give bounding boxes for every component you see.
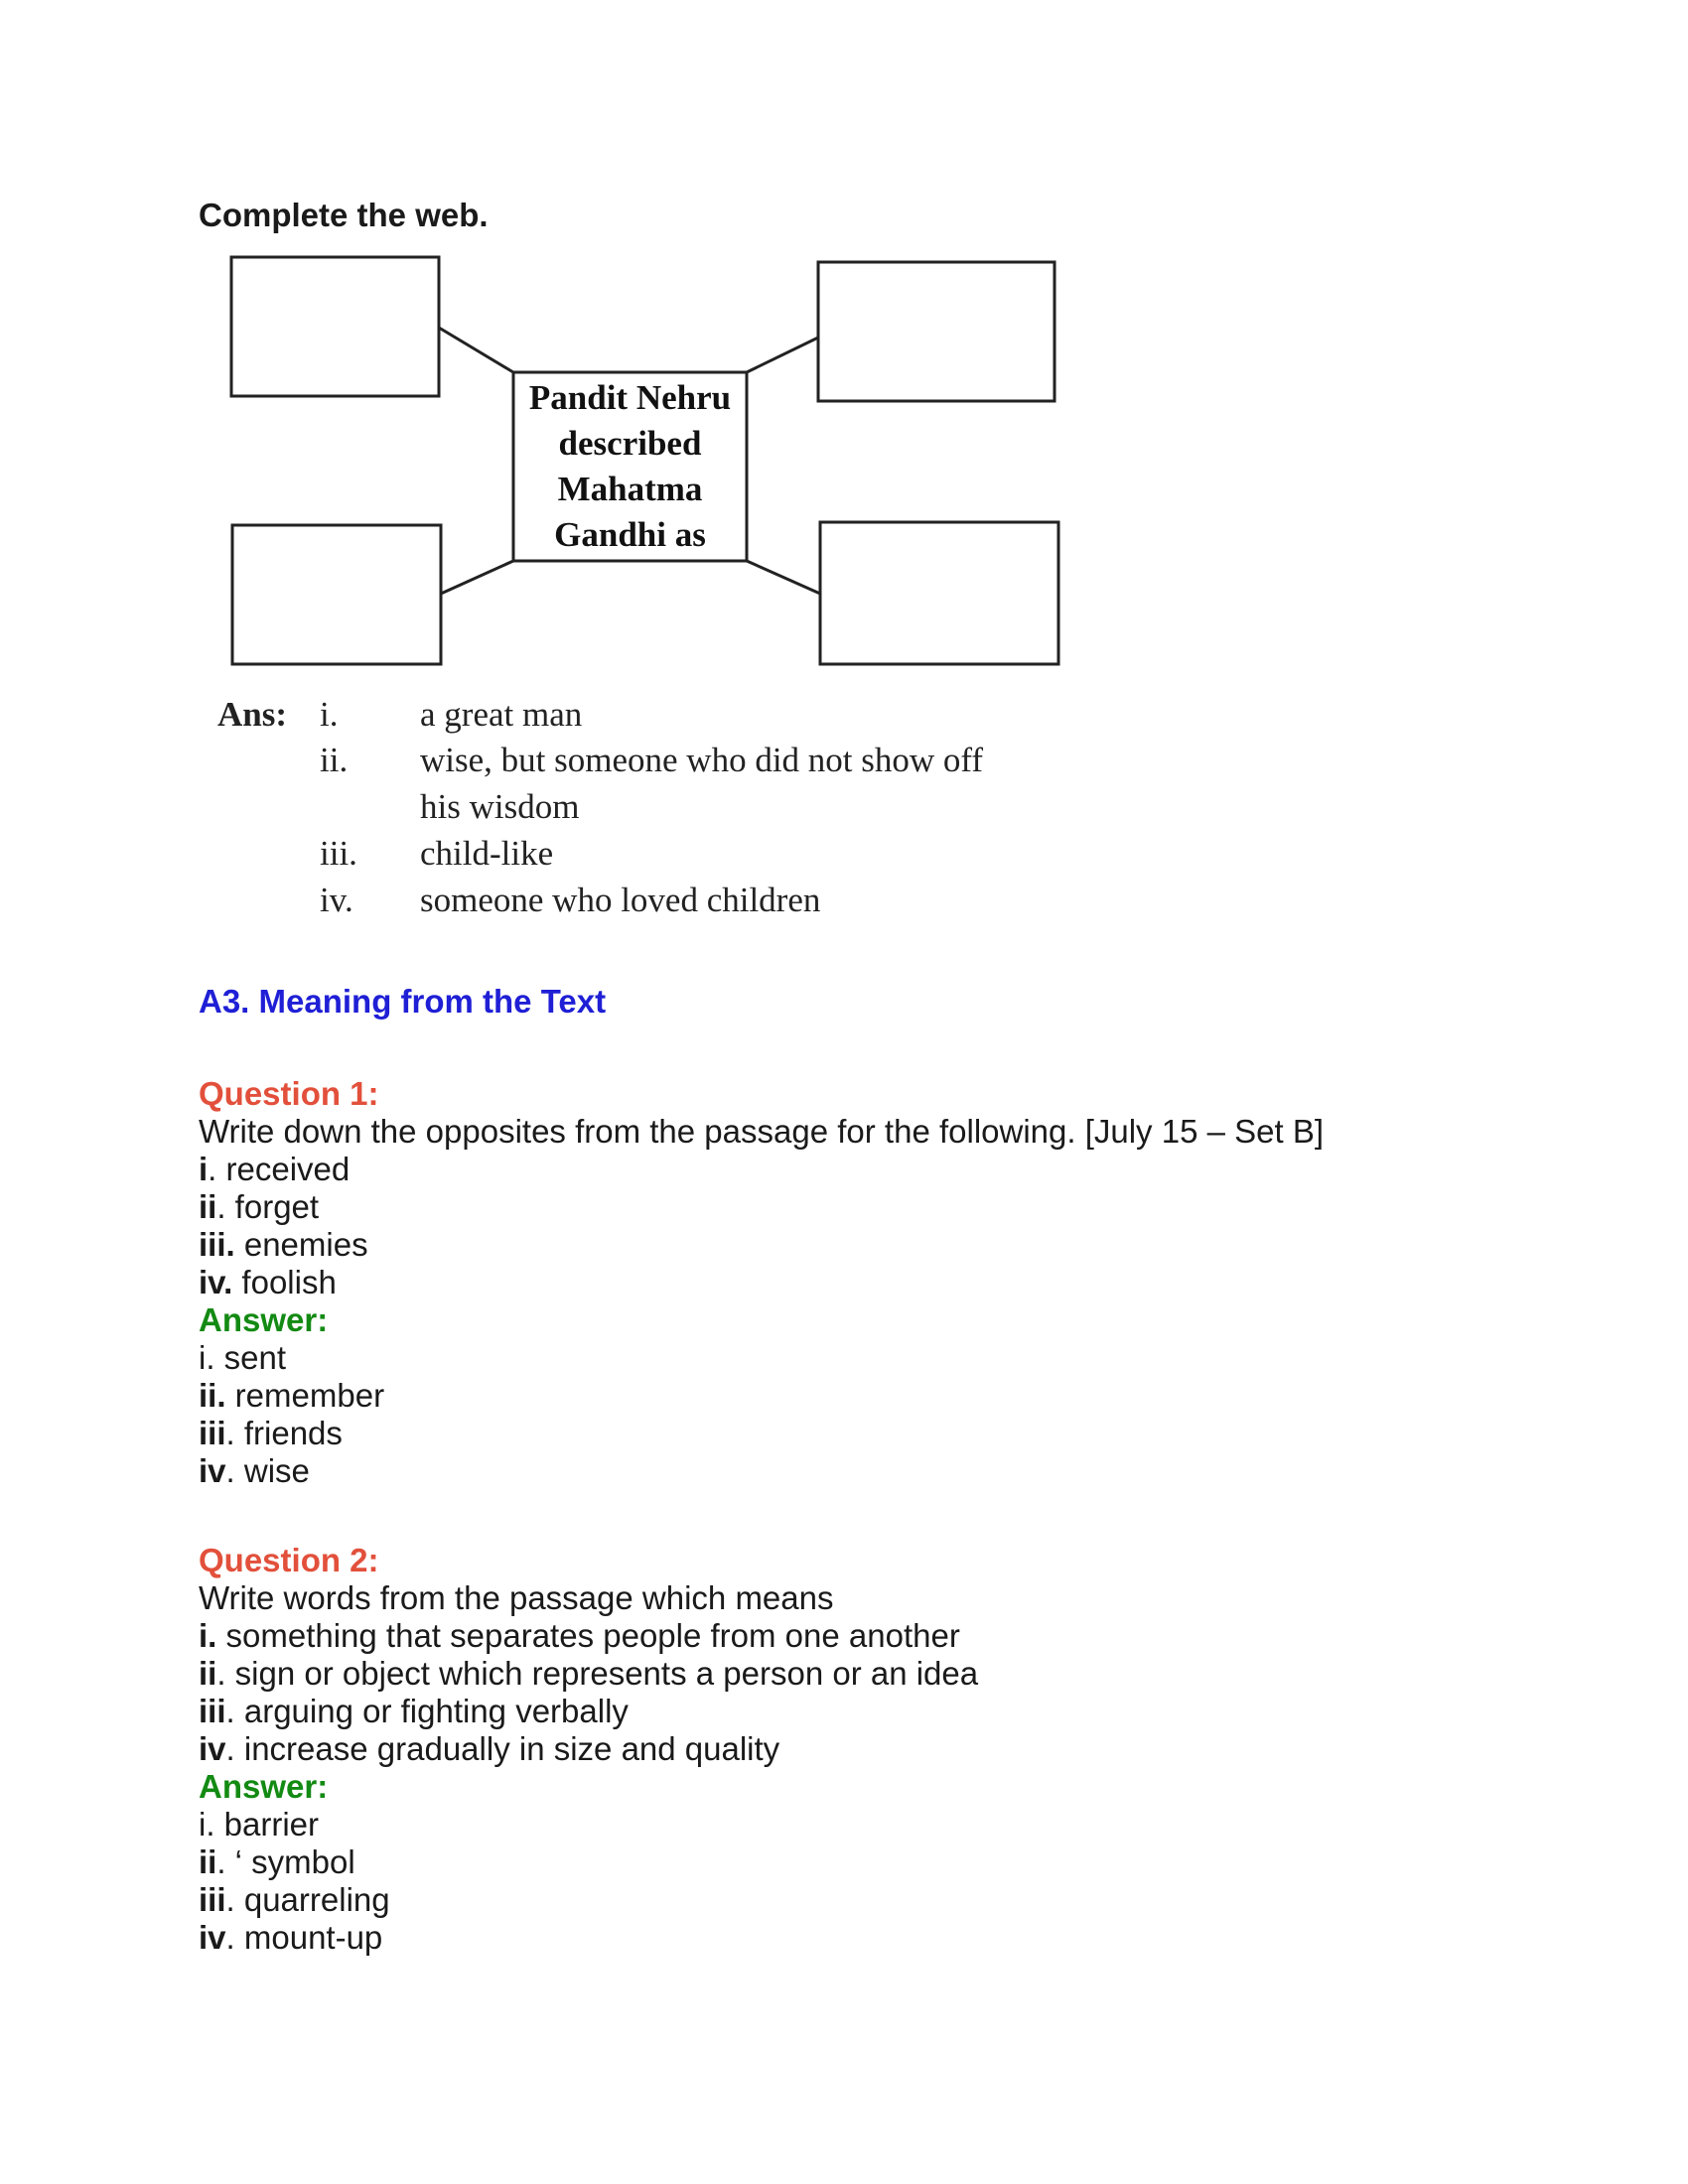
- item-num: iii: [199, 1881, 226, 1918]
- item-num: i: [199, 1151, 209, 1187]
- question-prompt: Write words from the passage which means: [199, 1579, 834, 1616]
- item-text: enemies: [234, 1226, 368, 1263]
- item-sep: .: [208, 1151, 217, 1187]
- question-prompt: Write down the opposites from the passage for the following. [July 15 – Set B]: [199, 1113, 1325, 1150]
- web-box-bottom-right: [820, 522, 1058, 664]
- item-num: iii.: [199, 1226, 235, 1263]
- web-center-label: [513, 375, 747, 558]
- question-item: [199, 1226, 1324, 1264]
- answer-item: [199, 1415, 1324, 1452]
- question-item: [199, 1655, 978, 1693]
- item-text: quarreling: [234, 1881, 390, 1918]
- web-connector-top-right: [747, 338, 818, 372]
- item-text: increase gradually in size and quality: [234, 1730, 780, 1767]
- question-title: Question 2:: [199, 1542, 379, 1578]
- web-connector-bottom-left: [441, 561, 513, 594]
- section-title: A3. Meaning from the Text: [199, 983, 607, 1020]
- answer-text: a great man: [420, 695, 583, 734]
- item-num: ii.: [199, 1377, 226, 1414]
- question-1: [199, 1075, 1324, 1490]
- question-item: [199, 1188, 1324, 1226]
- item-text: ‘ symbol: [225, 1843, 355, 1880]
- answer-item: [199, 1843, 978, 1881]
- answer-title: Answer:: [199, 1768, 329, 1805]
- item-text: arguing or fighting verbally: [234, 1693, 629, 1729]
- item-text: received: [216, 1151, 351, 1187]
- item-text: remember: [225, 1377, 385, 1414]
- answer-item: [199, 1919, 978, 1957]
- question-item: [199, 1730, 978, 1768]
- web-box-top-right: [818, 262, 1055, 401]
- item-text: wise: [234, 1452, 310, 1489]
- item-sep: .: [225, 1881, 235, 1918]
- answer-text: wise, but someone who did not show off: [420, 741, 984, 779]
- question-2: [199, 1542, 978, 1957]
- item-num: i.: [199, 1617, 217, 1654]
- item-num: iii: [199, 1415, 226, 1451]
- web-center-line: Mahatma: [557, 470, 703, 508]
- answer-num: iv.: [320, 881, 353, 919]
- question-title: Question 1:: [199, 1075, 379, 1112]
- item-text: friends: [234, 1415, 343, 1451]
- item-text: mount-up: [234, 1919, 383, 1956]
- answer-num: i.: [320, 695, 339, 734]
- answer-text: someone who loved children: [420, 881, 821, 919]
- item-text: sign or object which represents a person or an idea: [225, 1655, 979, 1692]
- web-center-line: described: [558, 424, 702, 463]
- answer-num: iii.: [320, 834, 357, 873]
- web-box-bottom-left: [232, 525, 441, 664]
- web-heading: Complete the web.: [199, 197, 489, 233]
- item-num: iv: [199, 1919, 226, 1956]
- web-connector-bottom-right: [747, 561, 820, 594]
- item-num: iv: [199, 1452, 226, 1489]
- item-sep: .: [216, 1843, 226, 1880]
- question-item: [199, 1151, 1324, 1188]
- answers-label: Ans:: [217, 695, 288, 734]
- item-text: i. barrier: [199, 1806, 320, 1843]
- question-item: [199, 1693, 978, 1730]
- question-item: [199, 1264, 1324, 1301]
- item-sep: .: [225, 1452, 235, 1489]
- item-num: iii: [199, 1693, 226, 1729]
- answer-item: [199, 1377, 1324, 1415]
- item-num: ii: [199, 1655, 217, 1692]
- answer-item: [199, 1881, 978, 1919]
- item-text: something that separates people from one another: [216, 1617, 960, 1654]
- item-text: i. sent: [199, 1339, 287, 1376]
- item-sep: .: [216, 1655, 226, 1692]
- item-text: forget: [225, 1188, 320, 1225]
- item-sep: .: [225, 1693, 235, 1729]
- answer-title: Answer:: [199, 1301, 329, 1338]
- answer-num: ii.: [320, 741, 349, 779]
- item-sep: .: [216, 1188, 226, 1225]
- item-num: iv: [199, 1730, 226, 1767]
- item-num: ii: [199, 1188, 217, 1225]
- web-box-top-left: [231, 257, 439, 396]
- item-num: iv.: [199, 1264, 233, 1300]
- web-center-line: Gandhi as: [554, 515, 706, 554]
- item-text: foolish: [232, 1264, 337, 1300]
- answer-text: his wisdom: [420, 787, 580, 826]
- item-sep: .: [225, 1415, 235, 1451]
- word-web-diagram: [0, 0, 1688, 695]
- answer-item: [199, 1452, 1324, 1490]
- web-connector-top-left: [439, 328, 513, 372]
- question-item: [199, 1617, 978, 1655]
- item-sep: .: [225, 1919, 235, 1956]
- item-sep: .: [225, 1730, 235, 1767]
- item-num: ii: [199, 1843, 217, 1880]
- answer-text: child-like: [420, 834, 554, 873]
- answer-item: [199, 1339, 1324, 1377]
- web-center-line: Pandit Nehru: [528, 378, 732, 417]
- answer-item: [199, 1806, 978, 1843]
